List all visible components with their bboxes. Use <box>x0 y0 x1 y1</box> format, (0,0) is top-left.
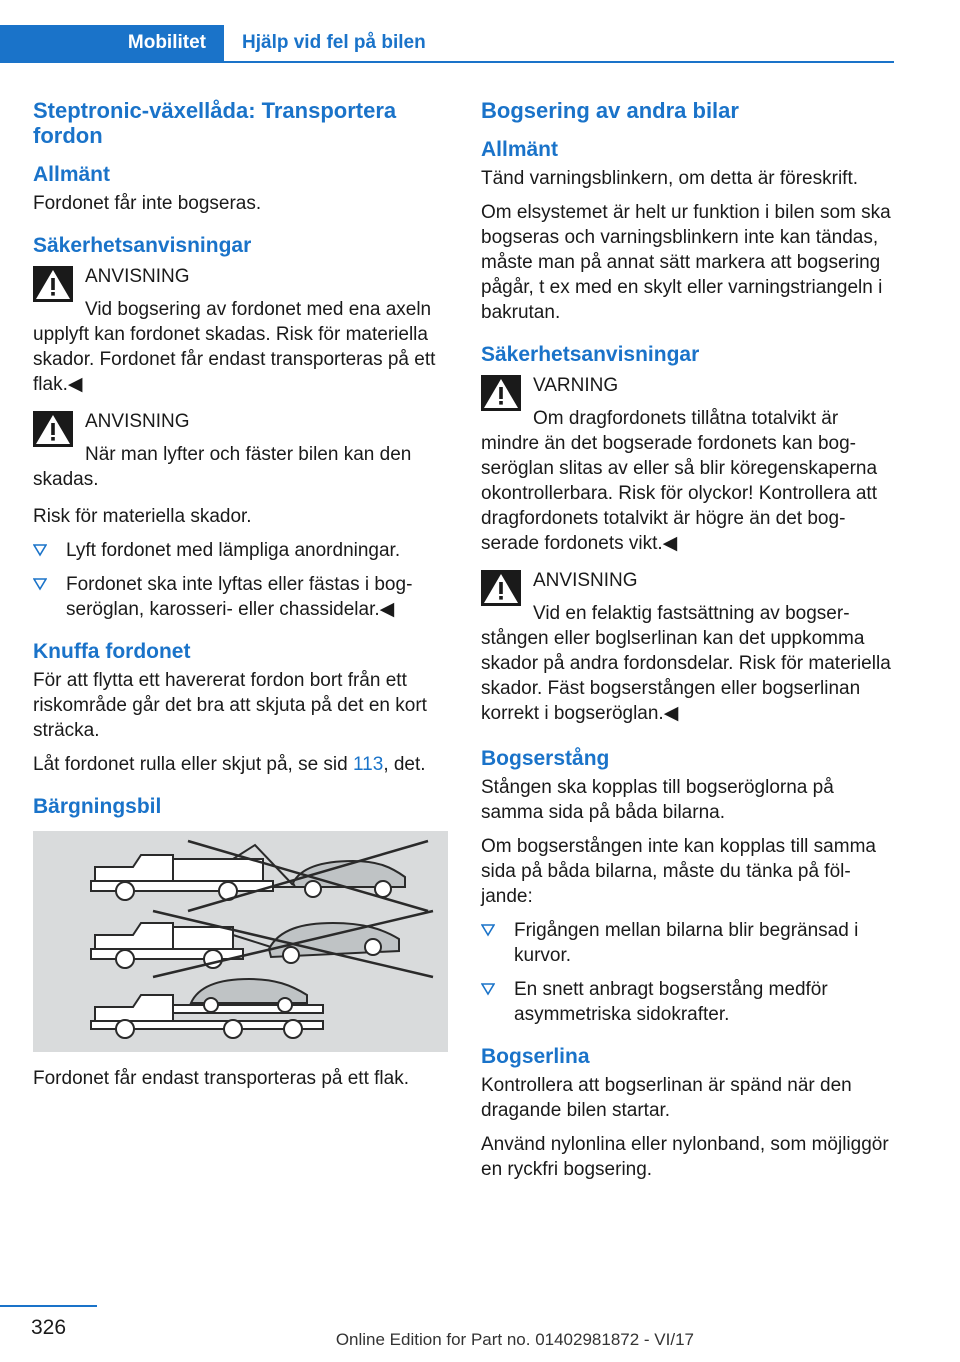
list-item: Lyft fordonet med lämpliga anordningar. <box>33 538 448 563</box>
paragraph: För att flytta ett havererat fordon bort från ett riskområde går det bra att skjuta på det en kort sträcka. <box>33 670 427 741</box>
left-column <box>33 98 448 1100</box>
list-item: Fordonet ska inte lyftas eller fästas i bogseröglan, karosseri- eller chassidelar.◀ <box>33 572 448 622</box>
bullet-triangle-icon <box>33 577 47 591</box>
heading-bogserlina: Bogserlina <box>481 1045 590 1068</box>
notice-text: Vid bogsering av fordonet med ena axeln upplyft kan fordonet skadas. Risk för materiella skador. Fordonet får endast transporteras på ett flak.◀ <box>33 299 436 395</box>
paragraph: Tänd varningsblinkern, om detta är föreskrift. <box>481 168 859 189</box>
warning-triangle-icon <box>481 570 521 606</box>
notice-text: Vid en felaktig fastsättning av bogserstången eller boglserlinan kan det uppkomma skador på andra fordonsdelar. Risk för materiella skador. Fäst bogserstången eller bogserlinan korrekt i bogseröglan.◀ <box>481 603 891 724</box>
notice-label: ANVISNING <box>85 266 190 287</box>
notice-block <box>33 409 448 492</box>
paragraph-with-link: Låt fordonet rulla eller skjut på, se sid 113, det. <box>33 754 426 775</box>
notice-label: VARNING <box>533 375 619 396</box>
warning-triangle-icon <box>33 266 73 302</box>
right-column <box>481 98 896 1191</box>
heading-bogserstang: Bogserstång <box>481 747 610 770</box>
paragraph: Om bogserstången inte kan kopplas till samma sida på båda bilarna, måste du tänka på följande: <box>481 836 876 907</box>
page-number-rule <box>0 1305 97 1307</box>
tab-hjalp-vid-fel[interactable]: Hjälp vid fel på bilen <box>242 32 426 53</box>
tow-truck-illustration <box>33 831 448 1052</box>
page-link[interactable]: 113 <box>353 754 384 775</box>
notice-block <box>481 373 896 556</box>
warning-triangle-icon <box>33 411 73 447</box>
bullet-triangle-icon <box>481 982 495 996</box>
figure-caption: Fordonet får endast transporteras på ett flak. <box>33 1068 409 1089</box>
header-tabs <box>0 25 894 63</box>
tab-mobilitet[interactable]: Mobilitet <box>0 25 224 61</box>
paragraph: Använd nylonlina eller nylonband, som möjliggör en ryckfri bogsering. <box>481 1134 889 1180</box>
section-title-transport: Steptronic-växellåda: Transportera fordon <box>33 98 397 148</box>
notice-label: ANVISNING <box>533 570 638 591</box>
warning-triangle-icon <box>481 375 521 411</box>
paragraph: Om elsystemet är helt ur funktion i bilen som ska bogseras och varningsblinkern inte kan tändas, måste man på annat sätt markera att bogsering pågår, t ex med en skylt eller varningstriangeln i bakrutan. <box>481 202 891 323</box>
heading-sakerhetsanvisningar: Säkerhetsanvisningar <box>33 234 252 257</box>
notice-block <box>33 264 448 397</box>
heading-knuffa-fordonet: Knuffa fordonet <box>33 640 191 663</box>
paragraph: Fordonet får inte bogseras. <box>33 193 262 214</box>
notice-block <box>481 568 896 726</box>
bullet-triangle-icon <box>33 543 47 557</box>
notice-text: Om dragfordonets tillåtna totalvikt är mindre än det bogserade fordonets kan bogseröglan slitas av eller så blir köregenskaperna okontrollerbara. Risk för olyckor! Kontrollera att dragfordonets totalvikt är högre än det bogserade fordonets vikt.◀ <box>481 408 878 554</box>
tow-truck-drawing <box>33 831 448 1052</box>
notice-text: När man lyfter och fäster bilen kan den skadas. <box>33 444 412 490</box>
heading-sakerhetsanvisningar: Säkerhetsanvisningar <box>481 343 700 366</box>
section-title-bogsering: Bogsering av andra bilar <box>481 98 739 123</box>
edition-footer: Online Edition for Part no. 01402981872 - VI/17 <box>335 1330 694 1349</box>
bullet-triangle-icon <box>481 923 495 937</box>
list-item: En snett anbragt bogserstång medför asymmetriska sidokrafter. <box>481 977 896 1027</box>
notice-label: ANVISNING <box>85 411 190 432</box>
paragraph: Risk för materiella skador. <box>33 506 252 527</box>
page-number: 326 <box>30 1316 67 1339</box>
heading-allmant: Allmänt <box>33 163 111 186</box>
paragraph: Kontrollera att bogserlinan är spänd när den dragande bilen startar. <box>481 1075 852 1121</box>
heading-bargningsbil: Bärgningsbil <box>33 795 162 818</box>
list-item: Frigången mellan bilarna blir begränsad i kurvor. <box>481 918 896 968</box>
paragraph: Stången ska kopplas till bogseröglorna på samma sida på båda bilarna. <box>481 777 834 823</box>
heading-allmant: Allmänt <box>481 138 559 161</box>
